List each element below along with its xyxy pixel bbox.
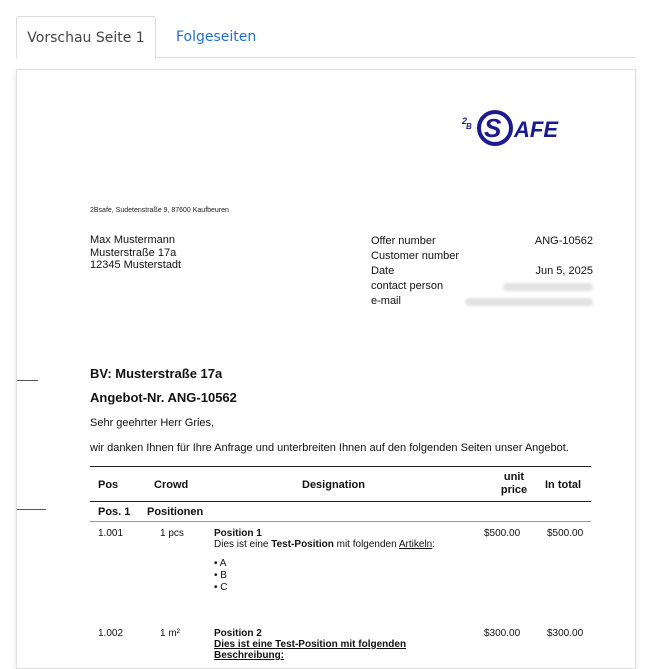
row1-bullets: [214, 558, 228, 594]
date-value: Jun 5, 2025: [535, 265, 593, 277]
row1-pos: 1.001: [98, 528, 124, 539]
group-pos: Pos. 1: [98, 506, 131, 518]
recipient-name: Max Mustermann: [90, 234, 175, 246]
group-name: Positionen: [147, 506, 204, 518]
col-pos: Pos: [98, 479, 119, 491]
offer-meta: [371, 234, 593, 309]
contact-person-label: contact person: [371, 280, 444, 292]
col-designation: Designation: [302, 479, 365, 491]
col-crowd: Crowd: [154, 479, 189, 491]
row2-unit-price: $300.00: [484, 628, 521, 639]
intro-text: wir danken Ihnen für Ihre Anfrage und unterbreiten Ihnen auf den folgenden Seiten unser Angebot.: [90, 442, 569, 454]
table-header-rule: [90, 501, 591, 502]
row2-qty: 1 m²: [160, 628, 180, 639]
group-rule: [90, 521, 591, 522]
table-top-rule: [90, 466, 591, 467]
preview-tabs: [16, 16, 636, 58]
row1-title: Position 1: [214, 528, 262, 539]
list-item: • B: [214, 570, 227, 581]
tab-preview-page-1[interactable]: Vorschau Seite 1: [16, 16, 156, 59]
sender-line: 2Bsafe, Sudetenstraße 9, 87600 Kaufbeuren: [90, 207, 229, 214]
row1-unit-price: $500.00: [484, 528, 521, 539]
row2-title: Position 2: [214, 628, 262, 639]
date-label: Date: [371, 265, 395, 277]
email-redacted: [465, 298, 593, 306]
offer-heading: Angebot-Nr. ANG-10562: [90, 390, 237, 405]
recipient-city: 12345 Musterstadt: [90, 259, 182, 271]
recipient-street: Musterstraße 17a: [90, 246, 177, 259]
svg-text:B: B: [466, 122, 472, 131]
contact-person-redacted: [503, 283, 593, 291]
row2-pos: 1.002: [98, 628, 124, 639]
row2-total: $300.00: [547, 628, 584, 639]
row1-total: $500.00: [547, 528, 584, 539]
col-unit-price: unit price: [500, 471, 528, 496]
row2-description: Dies ist eine Test-Position mit folgenden: [214, 639, 407, 650]
list-item: • C: [214, 582, 228, 593]
col-total: In total: [545, 479, 582, 491]
salutation: Sehr geehrter Herr Gries,: [90, 417, 215, 429]
document-preview: [16, 69, 636, 669]
svg-text:S: S: [484, 113, 502, 143]
offer-number-value: ANG-10562: [534, 235, 593, 247]
row1-description: Dies ist eine Test-Position mit folgenden Artikeln:: [214, 539, 436, 550]
email-label: e-mail: [371, 295, 401, 307]
svg-text:2: 2: [462, 116, 468, 126]
fold-mark: [17, 380, 38, 381]
row1-qty: 1 pcs: [160, 528, 184, 539]
svg-text:AFE: AFE: [514, 117, 558, 142]
company-logo: [462, 110, 592, 146]
row2-description-cont: Beschreibung:: [214, 650, 285, 661]
offer-number-label: Offer number: [371, 235, 436, 247]
list-item: • A: [214, 558, 227, 569]
tab-following-pages[interactable]: Folgeseiten: [176, 29, 257, 45]
customer-number-label: Customer number: [371, 250, 460, 262]
project-heading: BV: Musterstraße 17a: [90, 366, 223, 381]
recipient-address: [90, 234, 181, 272]
punch-mark: [17, 509, 46, 510]
